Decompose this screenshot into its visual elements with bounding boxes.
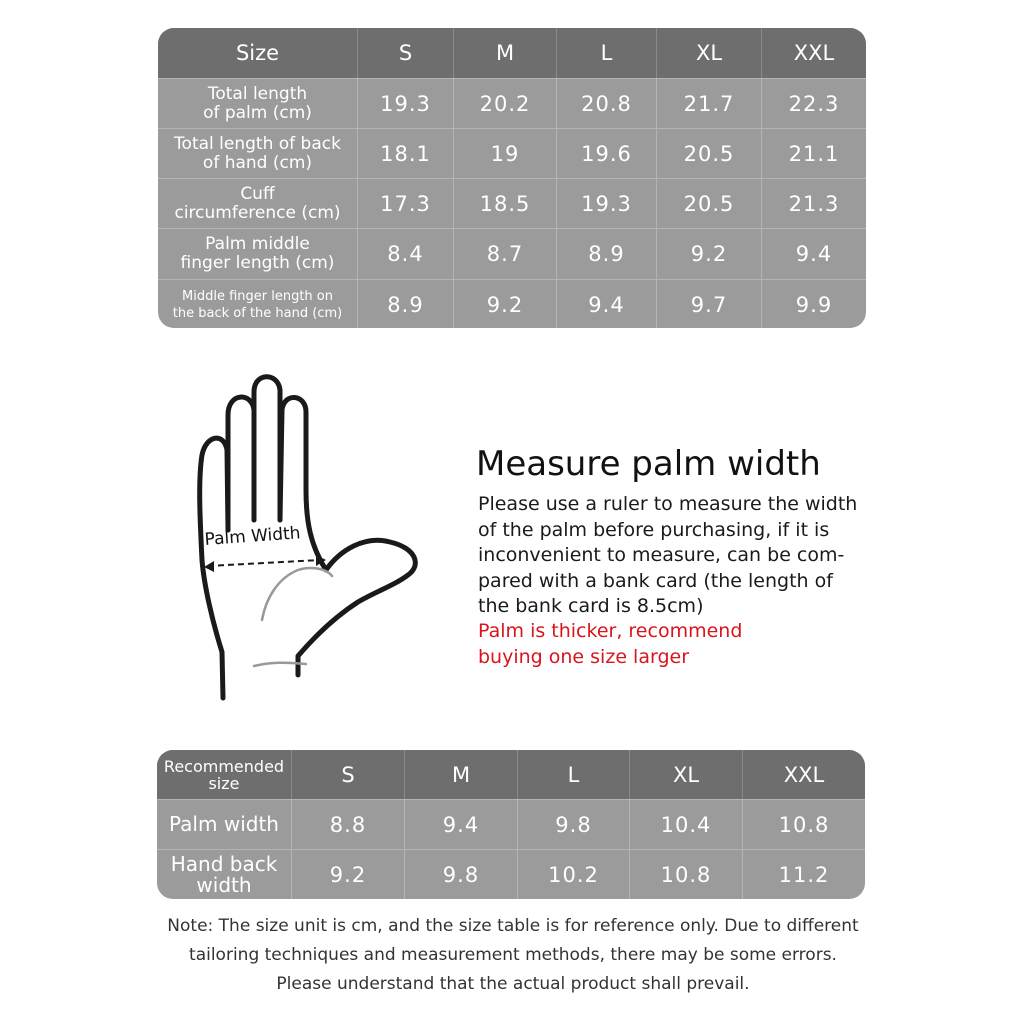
table-cell: 11.2 [778,863,830,887]
table-cell: 18.1 [358,129,454,178]
row-label: Cuff circumference (cm) [158,179,358,228]
row-label: Total length of back of hand (cm) [158,129,358,178]
measure-warning: Palm is thicker, recommend buying one size larger [478,620,743,668]
table-cell: 19.3 [358,79,454,128]
row-label: Middle finger length on the back of the hand (cm) [158,280,358,328]
table-cell: 9.2 [292,850,405,899]
size-header-xl: XL [657,28,762,78]
table-cell: 9.7 [657,280,762,328]
table-cell: 21.1 [788,141,840,166]
table-cell: 20.5 [657,179,762,228]
size-chart-table [158,28,866,328]
table-cell: 9.8 [405,850,518,899]
size-header-m: M [454,28,557,78]
table-cell: 18.5 [454,179,557,228]
table-cell: 19.6 [557,129,657,178]
table-cell: 20.8 [557,79,657,128]
rec-header-xl: XL [630,750,743,799]
table-cell: 9.9 [795,292,833,317]
rec-header-m: M [405,750,518,799]
table-cell: 17.3 [358,179,454,228]
table-cell: 10.8 [630,850,743,899]
table-cell: 9.4 [405,800,518,849]
size-note: Note: The size unit is cm, and the size table is for reference only. Due to different tailoring techniques and measurement methods, there may be some errors. Please understand that the actual product shall prevail. [167,916,859,994]
table-row [158,279,866,328]
table-cell: 21.7 [657,79,762,128]
table-cell: 9.4 [557,280,657,328]
size-chart-header-row [158,28,866,78]
table-row [158,178,866,228]
size-header-xxl: XXL [793,41,835,65]
rec-header-l: L [518,750,630,799]
table-cell: 8.8 [292,800,405,849]
row-label: Total length of palm (cm) [158,79,358,128]
row-label: Palm middle finger length (cm) [158,229,358,279]
table-cell: 9.8 [518,800,630,849]
table-cell: 9.2 [454,280,557,328]
table-row [158,228,866,279]
table-cell: 10.4 [630,800,743,849]
recommended-header-label: Recommended size [157,750,292,799]
table-cell: 9.2 [657,229,762,279]
size-header-label: Size [158,28,358,78]
recommended-header-row [157,750,865,799]
table-row [157,799,865,849]
table-cell: 8.9 [358,280,454,328]
rec-header-s: S [292,750,405,799]
table-row [158,128,866,178]
table-cell: 10.2 [518,850,630,899]
row-label: Hand back width [157,850,292,899]
measure-heading: Measure palm width [476,444,821,484]
table-cell: 21.3 [788,191,840,216]
measure-description: Please use a ruler to measure the width of the palm before purchasing, if it is inconvenient to measure, can be com- pared with a bank card (the length of the bank card is 8.5cm) [478,493,858,617]
table-cell: 22.3 [788,91,840,116]
row-label: Palm width [157,800,292,849]
table-cell: 8.7 [454,229,557,279]
table-cell: 19 [454,129,557,178]
size-header-l: L [557,28,657,78]
size-header-s: S [358,28,454,78]
table-cell: 20.2 [454,79,557,128]
table-cell: 20.5 [657,129,762,178]
table-cell: 10.8 [778,812,830,837]
table-row [157,849,865,899]
table-cell: 19.3 [557,179,657,228]
table-cell: 8.9 [557,229,657,279]
recommended-size-table [157,750,865,899]
rec-header-xxl: XXL [783,762,825,787]
table-row [158,78,866,128]
table-cell: 8.4 [358,229,454,279]
table-cell: 9.4 [795,242,833,266]
palm-width-label: Palm Width [204,523,302,550]
